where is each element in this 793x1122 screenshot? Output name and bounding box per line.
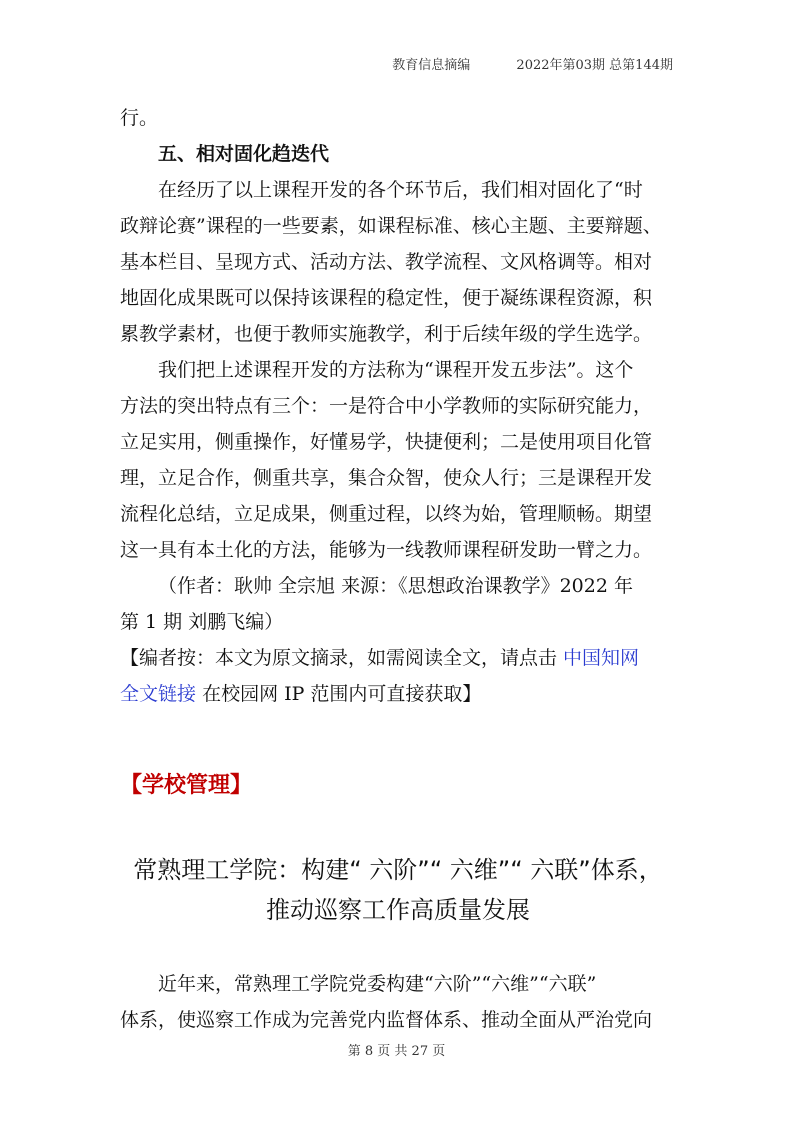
section-tag: 【学校管理】 [120,773,253,798]
fulltext-link[interactable]: 全文链接 [120,683,197,705]
article-body [120,966,676,1038]
section-heading: 五、相对固化趋迭代 [158,143,330,165]
text-line: 立足实用，侧重操作，好懂易学，快捷便利；二是使用项目化管 [120,431,653,453]
article-title [120,850,676,930]
text-line: 基本栏目、呈现方式、活动方法、教学流程、文风格调等。相对 [120,251,653,273]
title-line: 推动巡察工作高质量发展 [266,896,530,924]
text-line: 近年来，常熟理工学院党委构建“六阶”“六维”“六联” [158,973,597,995]
text-line: 体系，使巡察工作成为完善党内监督体系、推动全面从严治党向 [120,1009,653,1031]
document-content [120,100,676,1038]
publication-name: 教育信息摘编 [392,58,471,73]
paragraph-consolidation [120,172,676,352]
previous-paragraph-tail: 行。 [120,107,159,129]
editor-note [120,640,676,712]
text-line: 理，立足合作，侧重共享，集合众智，使众人行；三是课程开发 [120,467,653,489]
title-line: 常熟理工学院：构建“ 六阶”“ 六维”“ 六联”体系， [133,856,663,884]
text-line: 政辩论赛”课程的一些要素，如课程标准、核心主题、主要辩题、 [120,215,662,237]
page-header [392,54,673,73]
page-footer: 第 8 页 共 27 页 [347,1044,446,1059]
text-line: 方法的突出特点有三个：一是符合中小学教师的实际研究能力， [120,395,653,417]
text-line: 地固化成果既可以保持该课程的稳定性，便于凝练课程资源，积 [120,287,653,309]
text-line: 我们把上述课程开发的方法称为“课程开发五步法”。这个 [158,359,634,381]
source-citation [120,568,676,640]
editor-note-prefix: 【编者按：本文为原文摘录，如需阅读全文，请点击 [120,647,564,669]
issue-info: 2022年第03期 总第144期 [516,58,673,73]
paragraph-five-step-method [120,352,676,568]
text-line: 累教学素材，也便于教师实施教学，利于后续年级的学生选学。 [120,323,653,345]
text-line: 这一具有本土化的方法，能够为一线教师课程研发助一臂之力。 [120,539,653,561]
text-line: 在经历了以上课程开发的各个环节后，我们相对固化了“时 [158,179,643,201]
citation-line: （作者：耿帅 全宗旭 来源：《思想政治课教学》2022 年 [158,575,633,597]
cnki-link[interactable]: 中国知网 [563,647,640,669]
text-line: 流程化总结，立足成果，侧重过程，以终为始，管理顺畅。期望 [120,503,653,525]
editor-note-suffix: 在校园网 IP 范围内可直接获取】 [202,683,482,705]
citation-line: 第 1 期 刘鹏飞编） [120,611,284,633]
